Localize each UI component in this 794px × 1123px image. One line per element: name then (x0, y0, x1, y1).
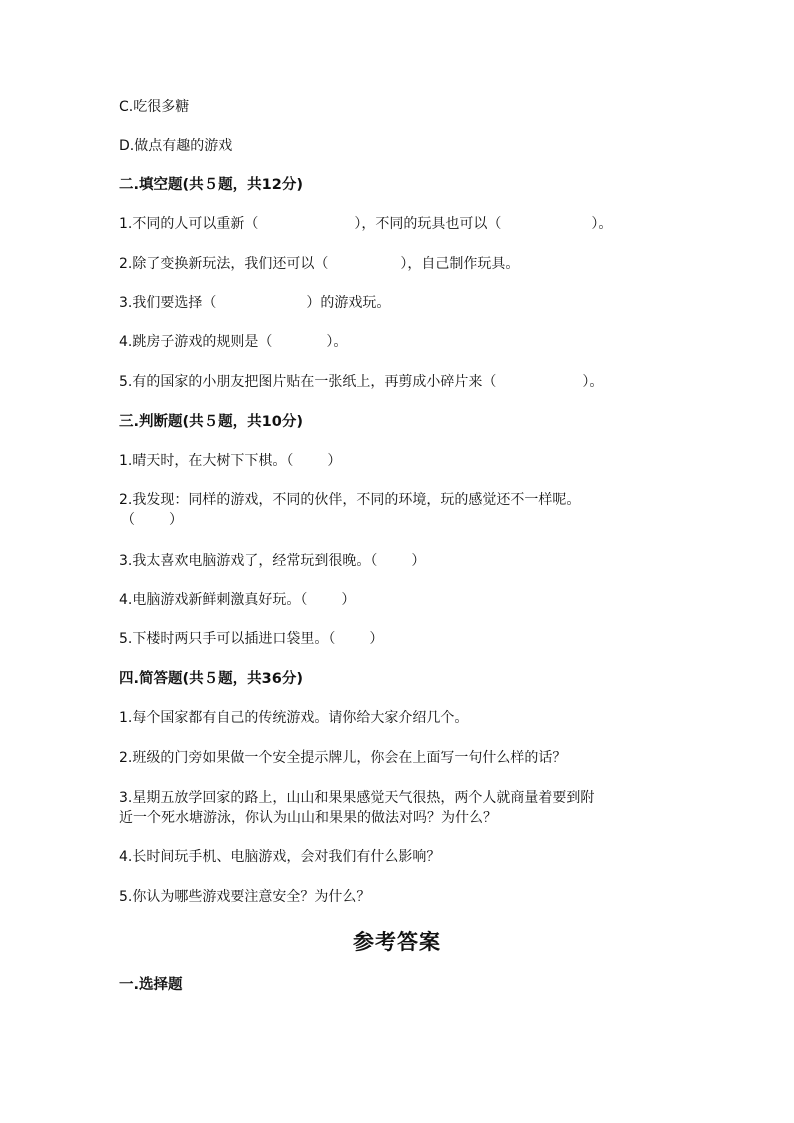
judge-q1-close: ） (327, 453, 342, 469)
short-section-heading: 四.简答题(共５题，共36分) (119, 671, 303, 687)
fill-q1-part-b: ），不同的玩具也可以（ (354, 216, 502, 232)
judge-question-4 (119, 590, 355, 610)
option-d: D.做点有趣的游戏 (119, 138, 233, 154)
judge-q4-text: 4.电脑游戏新鲜刺激真好玩。（ (119, 592, 308, 608)
option-c: C.吃很多糖 (119, 99, 190, 115)
fill-question-4 (119, 332, 347, 352)
judge-q2-close: ） (169, 512, 183, 528)
judge-question-1 (119, 451, 341, 471)
fill-question-5 (119, 372, 603, 392)
answer-section-1-heading: 一.选择题 (119, 977, 183, 993)
fill-q4-part-a: 4.跳房子游戏的规则是（ (119, 334, 273, 350)
fill-q2-part-a: 2.除了变换新玩法，我们还可以（ (119, 256, 329, 272)
short-question-4: 4.长时间玩手机、电脑游戏，会对我们有什么影响？ (119, 849, 441, 865)
judge-section-heading: 三.判断题(共５题，共10分) (119, 414, 303, 430)
fill-q3-part-b: ）的游戏玩。 (306, 295, 391, 311)
judge-q5-text: 5.下楼时两只手可以插进口袋里。（ (119, 631, 336, 647)
fill-q3-part-a: 3.我们要选择（ (119, 295, 217, 311)
short-question-2: 2.班级的门旁如果做一个安全提示牌儿，你会在上面写一句什么样的话？ (119, 750, 567, 766)
judge-q4-close: ） (341, 592, 356, 608)
fill-q1-part-c: ）。 (591, 216, 613, 232)
answer-key-title: 参考答案 (353, 929, 441, 954)
judge-question-2-bracket (121, 510, 183, 530)
judge-q1-text: 1.晴天时，在大树下下棋。（ (119, 453, 294, 469)
judge-q3-close: ） (411, 553, 426, 569)
fill-q5-part-a: 5.有的国家的小朋友把图片贴在一张纸上，再剪成小碎片来（ (119, 374, 497, 390)
fill-q4-part-b: ）。 (326, 334, 348, 350)
judge-question-2: 2.我发现：同样的游戏，不同的伙伴，不同的环境，玩的感觉还不一样呢。 (119, 492, 581, 508)
fill-section-heading: 二.填空题(共５题，共12分) (119, 177, 303, 193)
judge-q3-text: 3.我太喜欢电脑游戏了，经常玩到很晚。（ (119, 553, 378, 569)
short-question-3-line-2: 近一个死水塘游泳，你认为山山和果果的做法对吗？为什么？ (119, 810, 497, 826)
short-question-1: 1.每个国家都有自己的传统游戏。请你给大家介绍几个。 (119, 710, 469, 726)
short-question-3-line-1: 3.星期五放学回家的路上，山山和果果感觉天气很热，两个人就商量着要到附 (119, 790, 595, 806)
judge-question-3 (119, 551, 425, 571)
fill-q5-part-b: ）。 (582, 374, 604, 390)
judge-q2-open: （ (121, 512, 135, 528)
fill-q2-part-b: ），自己制作玩具。 (400, 256, 520, 272)
fill-question-1 (119, 214, 612, 234)
judge-q5-close: ） (369, 631, 384, 647)
short-question-5: 5.你认为哪些游戏要注意安全？为什么？ (119, 889, 371, 905)
fill-question-3 (119, 293, 390, 313)
fill-q1-part-a: 1.不同的人可以重新（ (119, 216, 259, 232)
fill-question-2 (119, 254, 519, 274)
judge-question-5 (119, 629, 383, 649)
